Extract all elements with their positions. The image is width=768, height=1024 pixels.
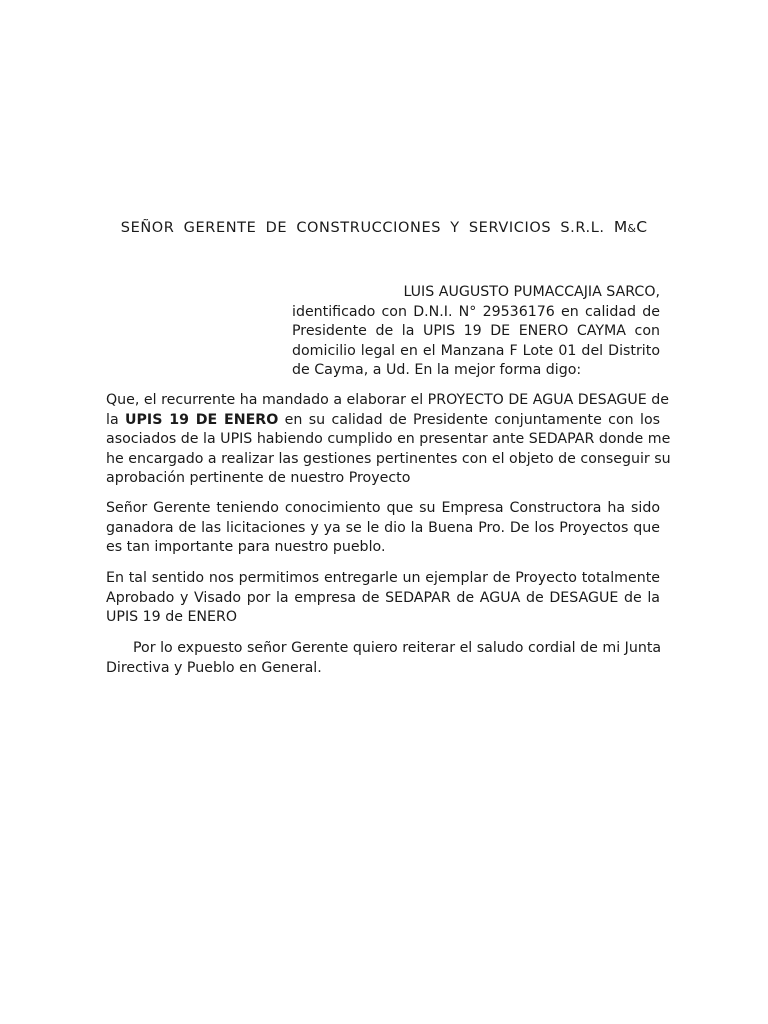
sender-id-line: identificado con D.N.I. N° 29536176 en calidad de (292, 303, 660, 320)
sender-identification (292, 283, 660, 381)
paragraph-line: Que, el recurrente ha mandado a elaborar el PROYECTO DE AGUA DESAGUE de (106, 392, 669, 408)
paragraph-line: ganadora de las licitaciones y ya se le dio la Buena Pro. De los Proyectos que (106, 519, 660, 536)
paragraph-line: aprobación pertinente de nuestro Proyecto (106, 470, 411, 487)
paragraph-line: he encargado a realizar las gestiones pertinentes con el objeto de conseguir su (106, 450, 671, 467)
sender-address-line: domicilio legal en el Manzana F Lote 01 del Distrito (292, 342, 660, 359)
paragraph-line: Señor Gerente teniendo conocimiento que su Empresa Constructora ha sido (106, 500, 660, 516)
company-abbreviation: M&C (613, 218, 648, 236)
paragraph-line: UPIS 19 de ENERO (106, 609, 238, 626)
upis-name-bold: UPIS 19 DE ENERO (125, 411, 279, 428)
paragraph-line: Directiva y Pueblo en General. (106, 659, 322, 676)
heading-addressee: SEÑOR GERENTE DE CONSTRUCCIONES Y SERVICIOS S.R.L. (120, 220, 605, 236)
paragraph-line: Por lo expuesto señor Gerente quiero reiterar el saludo cordial de mi Junta (133, 640, 662, 656)
paragraph-line: la UPIS 19 DE ENERO en su calidad de Presidente conjuntamente con los (106, 411, 661, 428)
sender-name-line: LUIS AUGUSTO PUMACCAJIA SARCO, (403, 284, 660, 300)
paragraph-line: Aprobado y Visado por la empresa de SEDAPAR de AGUA de DESAGUE de la (106, 589, 660, 606)
paragraph-line: asociados de la UPIS habiendo cumplido en presentar ante SEDAPAR donde me (106, 431, 671, 448)
paragraph-line: es tan importante para nuestro pueblo. (106, 539, 386, 556)
sender-role-line: Presidente de la UPIS 19 DE ENERO CAYMA con (292, 323, 660, 340)
body-paragraph-1 (106, 391, 671, 489)
sender-closing-line: de Cayma, a Ud. En la mejor forma digo: (292, 362, 582, 379)
body-paragraph-2 (106, 499, 660, 558)
body-paragraph-4 (106, 639, 660, 678)
paragraph-line: En tal sentido nos permitimos entregarle un ejemplar de Proyecto totalmente (106, 570, 660, 586)
body-paragraph-3 (106, 569, 660, 628)
letter-heading (106, 218, 662, 236)
